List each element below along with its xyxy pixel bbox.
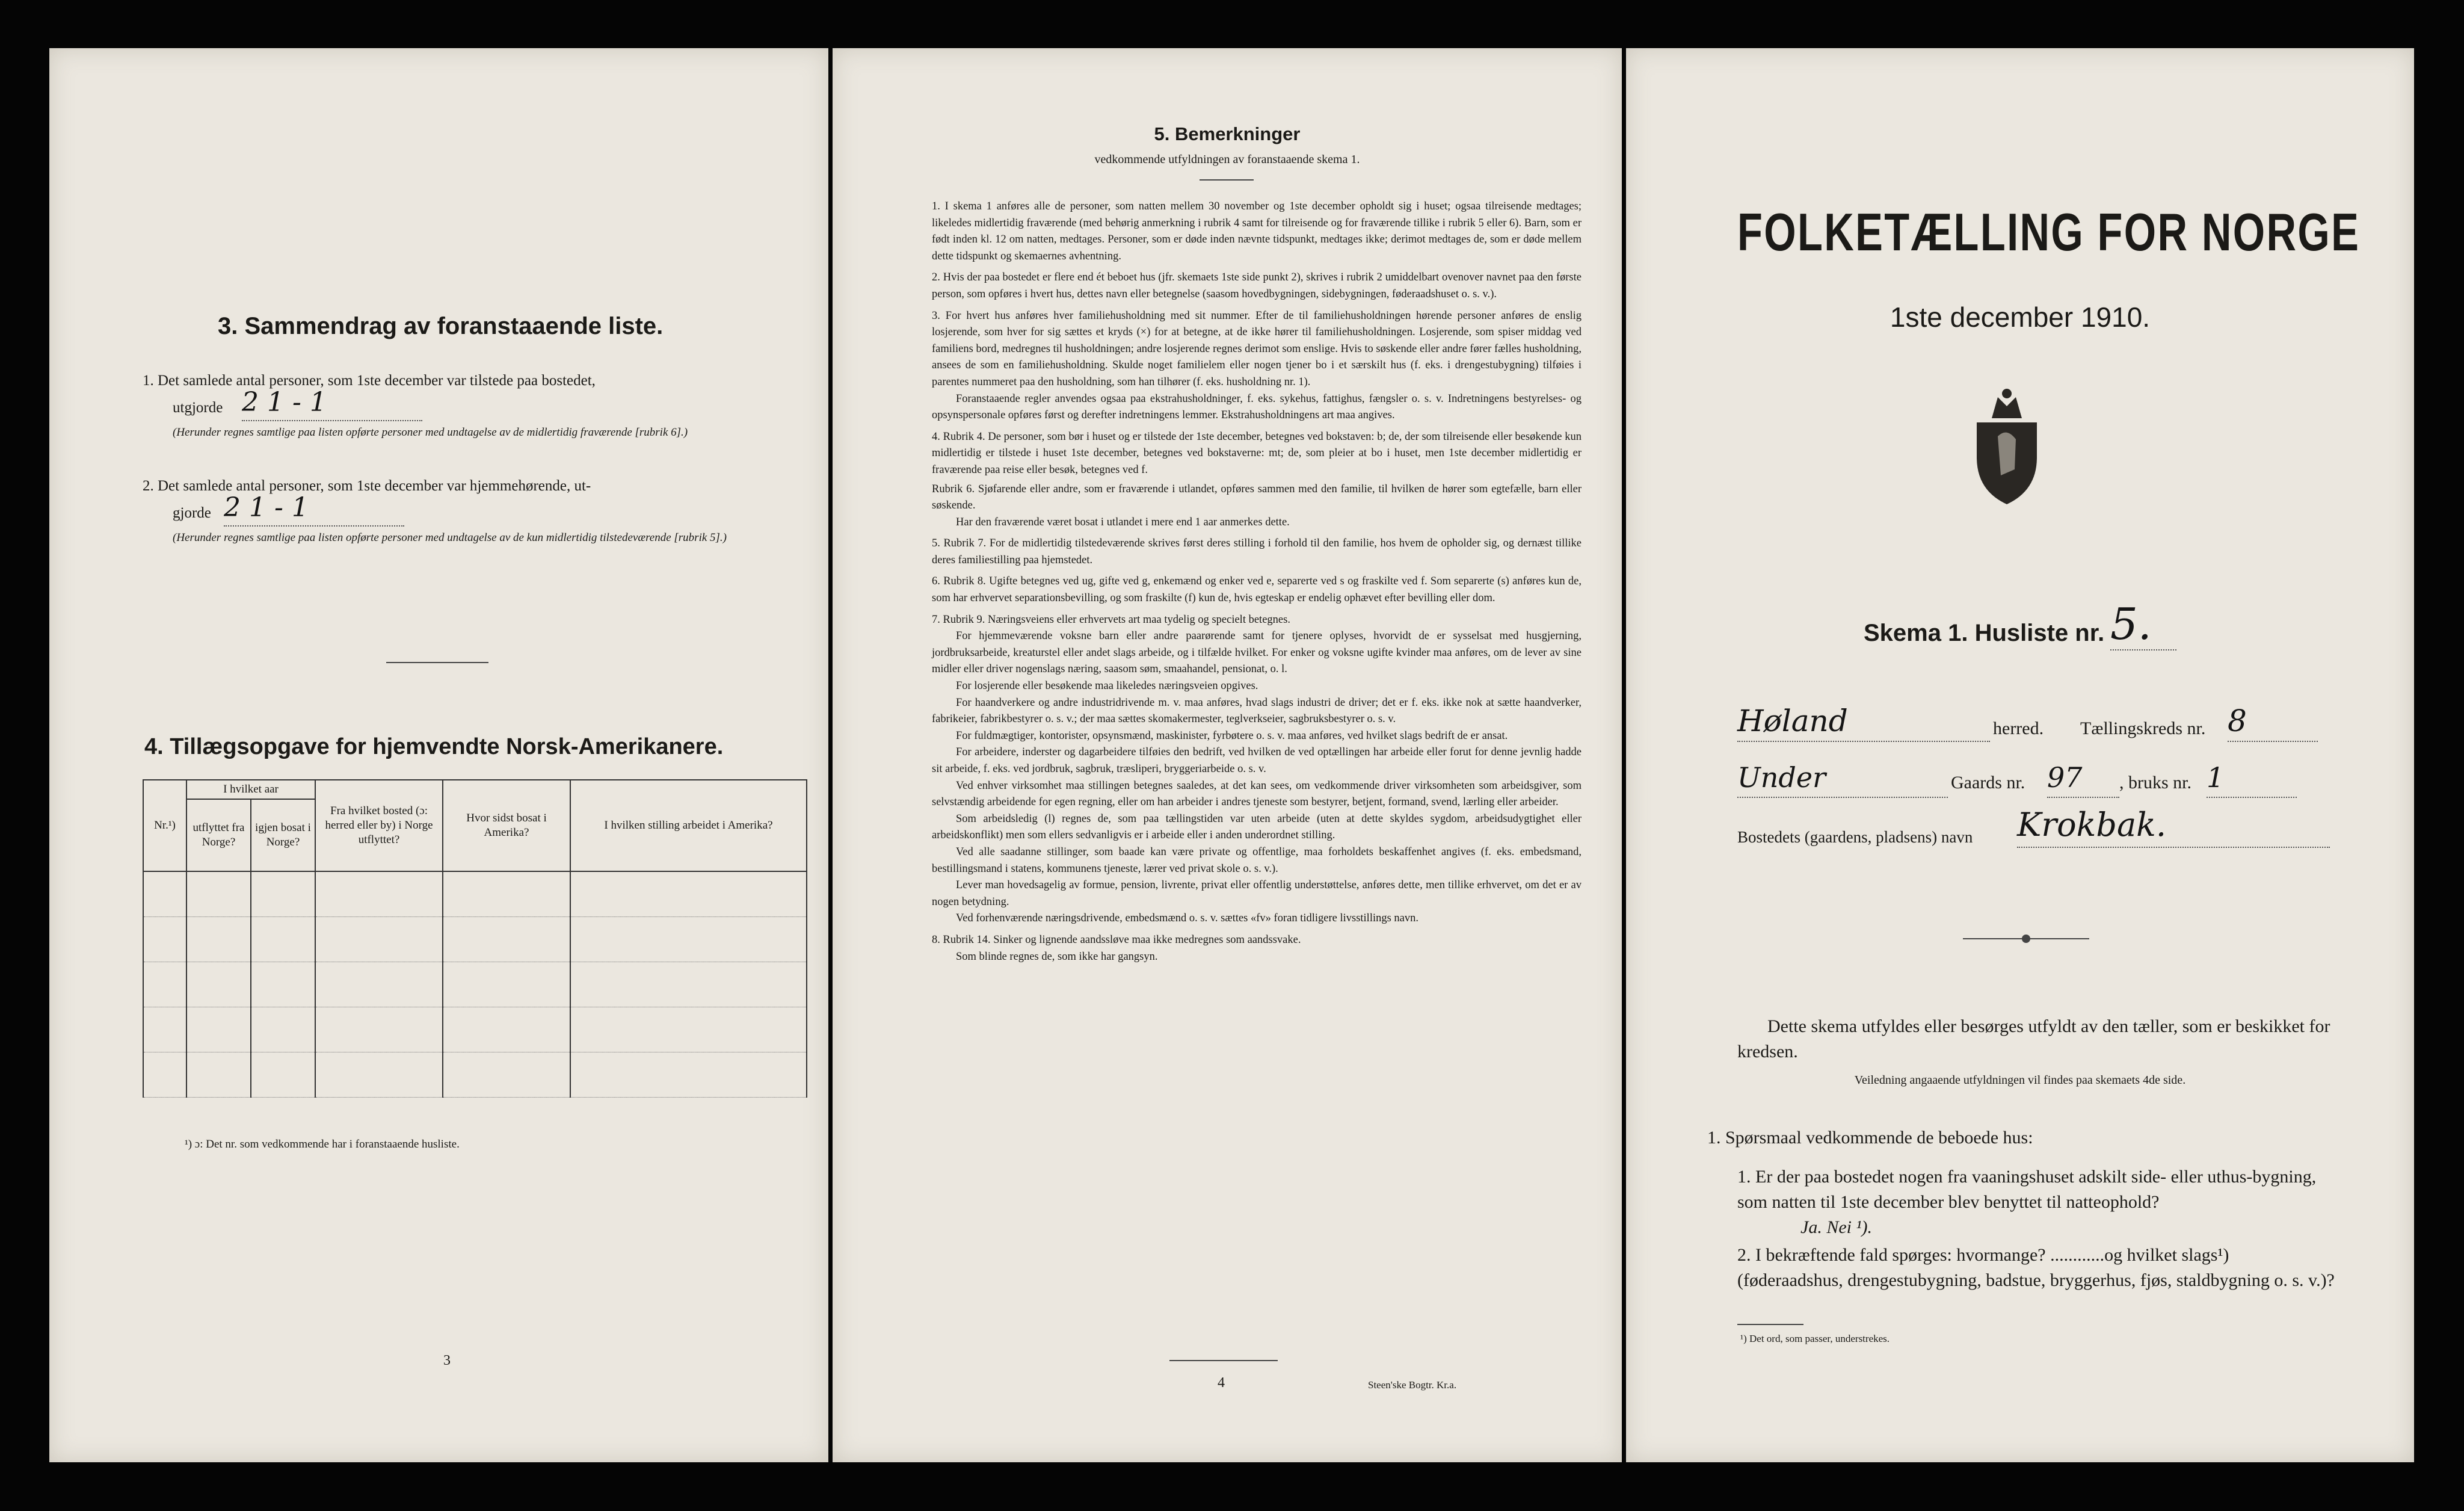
table-row	[143, 1007, 807, 1052]
divider	[386, 662, 488, 663]
herred-label: herred.	[1993, 718, 2044, 738]
gaards-value: 97	[2047, 758, 2119, 798]
col-last-residence: Hvor sidst bosat i Amerika?	[443, 780, 570, 871]
table-footnote: ¹) ɔ: Det nr. som vedkommende har i foranstaaende husliste.	[185, 1138, 460, 1151]
question-1: 1. Er der paa bostedet nogen fra vaaningshuset adskilt side- eller uthus-bygning, som natten til 1ste december blev benyttet til natteophold?	[1737, 1167, 2317, 1212]
page-1-right	[1626, 48, 2414, 1462]
remarks-title: 5. Bemerkninger	[1154, 123, 1301, 144]
bruks-label: , bruks nr.	[2119, 773, 2191, 793]
col-place: Fra hvilket bosted (ɔ: herred eller by) i Norge utflyttet?	[315, 780, 443, 871]
page-number: 4	[1218, 1375, 1225, 1391]
col-year-group: I hvilket aar	[186, 780, 315, 799]
bruks-value: 1	[2207, 758, 2297, 798]
kreds-label: Tællingskreds nr.	[2080, 718, 2206, 738]
item-1-text: 1. Det samlede antal personer, som 1ste december var tilstede paa bostedet,	[143, 372, 596, 389]
instruction-text: Dette skema utfyldes eller besørges utfyldt av den tæller, som er beskikket for kredsen.	[1737, 1016, 2330, 1061]
ornament-divider	[1963, 933, 2089, 945]
divider	[1169, 1360, 1278, 1361]
remark-paragraph: Som blinde regnes de, som ikke har gangsyn.	[956, 950, 1158, 963]
item-2-gjorde: gjorde	[173, 505, 211, 521]
census-title: FOLKETÆLLING FOR NORGE	[1737, 202, 2361, 262]
gaards-label: Gaards nr.	[1951, 773, 2025, 793]
page-number: 3	[443, 1353, 451, 1368]
remark-paragraph: 7. Rubrik 9. Næringsveiens eller erhvervets art maa tydelig og specielt betegnes.	[932, 613, 1290, 626]
table-row	[143, 871, 807, 917]
questions-header: 1. Spørsmaal vedkommende de beboede hus:	[1707, 1128, 2033, 1148]
col-nr: Nr.¹)	[143, 780, 186, 871]
remark-paragraph: For losjerende eller besøkende maa likeledes næringsveien opgives.	[956, 680, 1258, 693]
kreds-value: 8	[2228, 701, 2318, 742]
divider	[1200, 179, 1254, 181]
herred-value: Høland	[1737, 701, 1990, 742]
remarks-body	[932, 199, 1582, 965]
item-2-text: 2. Det samlede antal personer, som 1ste december var hjemmehørende, ut-	[143, 478, 591, 494]
table-row	[143, 1052, 807, 1098]
remark-paragraph: 8. Rubrik 14. Sinker og lignende aandssløve maa ikke medregnes som aandssvake.	[932, 933, 1301, 946]
remark-paragraph: Som arbeidsledig (l) regnes de, som paa tællingstiden var uten arbeide (uten at dette skyldes sygdom, arbeidsudygtighet eller arbeidskonflikt) men som ellers sedvanligvis er i arbeide eller i anden underordnet stilling.	[932, 812, 1582, 842]
bosted-value: Krokbak.	[2017, 803, 2330, 848]
remark-paragraph: Har den fraværende været bosat i utlandet i mere end 1 aar anmerkes dette.	[956, 516, 1290, 528]
remark-paragraph: Ved forhenværende næringsdrivende, embedsmænd o. s. v. sættes «fv» foran tidligere livsstillings navn.	[956, 912, 1419, 925]
remark-paragraph: 5. Rubrik 7. For de midlertidig tilstedeværende skrives først deres stilling i forhold til den familie, hos hvem de opholder sig, og dernæst tillike deres familiestilling paa hjemstedet.	[932, 537, 1582, 566]
col-position: I hvilken stilling arbeidet i Amerika?	[570, 780, 807, 871]
census-date: 1ste december 1910.	[1890, 301, 2151, 333]
remark-paragraph: 6. Rubrik 8. Ugifte betegnes ved ug, gifte ved g, enkemænd og enker ved e, separerte ved s og fraskilte ved f. Som separerte (s) anføres kun de, som har erhvervet separationsbevilling, og som fraskilte (f) kun de, hvis egteskap er endelig ophævet efter bevilling eller dom.	[932, 575, 1582, 605]
bosted-label: Bostedets (gaardens, pladsens) navn	[1737, 828, 1973, 846]
page3-footnote: ¹) Det ord, som passer, understrekes.	[1740, 1333, 1890, 1344]
remark-paragraph: 1. I skema 1 anføres alle de personer, som natten mellem 30 november og 1ste december opholdt sig i huset; ogsaa tilreisende medtages; likeledes midlertidig fraværende (med behørig anmerkning i rubrik 4 samt for tilreisende og for fraværende tillike i rubrik 5 eller 6). Barn, som er født inden kl. 12 om natten, medtages. Personer, som er døde inden nævnte tidspunkt, medtages ikke; derimot medtages de, som er døde mellem dette tidspunkt og skemaernes avhentning.	[932, 200, 1582, 262]
divider	[1737, 1324, 1803, 1325]
item-2-value: 2 1 - 1	[224, 490, 404, 527]
remark-paragraph: 2. Hvis der paa bostedet er flere end ét beboet hus (jfr. skemaets 1ste side punkt 2), skrives i rubrik 2 umiddelbart ovenover navnet paa den første person, som opføres i hvert hus, dettes navn eller betegnelse (saasom hovedbygningen, sidebygningen, føderaadshuset o. s. v.).	[932, 271, 1582, 300]
remark-paragraph: Foranstaaende regler anvendes ogsaa paa ekstrahusholdninger, f. eks. sykehus, fattighus, fængsler o. s. v. Indretningens bestyrelses- og opsynspersonale opføres først og derefter indretningens lemmer. Ekstrahusholdningens art maa angives.	[932, 392, 1582, 422]
question-1-answer: Ja. Nei ¹).	[1800, 1217, 1872, 1237]
remark-paragraph: Lever man hovedsagelig av formue, pension, livrente, privat eller offentlig understøttelse, anføres dette, men tillike erhvervet, om det er av nogen betydning.	[932, 879, 1582, 908]
question-2: 2. I bekræftende fald spørges: hvormange? ............og hvilket slags¹) (føderaadshus, drengestubygning, badstue, bryggerhus, fjøs, staldbygning o. s. v.)?	[1737, 1245, 2335, 1290]
col-returned: igjen bosat i Norge?	[251, 799, 315, 871]
remark-paragraph: 4. Rubrik 4. De personer, som bør i huset og er tilstede der 1ste december, betegnes ved bokstaven: b; de, der som tilreisende eller besøkende kun midlertidig er tilstede i huset 1ste december, betegnes ved bokstaverne: mt; de, som pleier at bo i huset, men 1ste december midlertidig er fraværende paa reise eller besøk, betegnes ved f.	[932, 430, 1582, 476]
remark-paragraph: Ved alle saadanne stillinger, som baade kan være private og offentlige, maa forholdets beskaffenhet angives (f. eks. embedsmand, bestillingsmand i statens, kommunens tjeneste, lærer ved privat skole o. s. v.).	[932, 845, 1582, 875]
skema-label: Skema 1. Husliste nr.	[1864, 620, 2105, 646]
section-4-title: 4. Tillægsopgave for hjemvendte Norsk-Amerikanere.	[144, 734, 724, 759]
page-4-middle	[833, 48, 1622, 1462]
table-row	[143, 962, 807, 1007]
remark-paragraph: Ved enhver virksomhet maa stillingen betegnes saaledes, at det kan sees, om vedkommende driver virksomheten som arbeidsgiver, som selvstændig arbeidende for egen regning, eller om han arbeider i andres tjeneste som bestyrer, betjent, formand, svend, lærling eller arbeider.	[932, 779, 1582, 809]
printer-imprint: Steen'ske Bogtr. Kr.a.	[1368, 1379, 1457, 1391]
husliste-nr-value: 5.	[2110, 599, 2176, 650]
norsk-amerikanere-table	[143, 779, 807, 1098]
remark-paragraph: Rubrik 6. Sjøfarende eller andre, som er fraværende i utlandet, opføres sammen med den familie, til hvilken de hører som egtefælle, barn eller søskende.	[932, 483, 1582, 512]
item-1-utgjorde: utgjorde	[173, 400, 223, 416]
item-2-note: (Herunder regnes samtlige paa listen opførte personer med undtagelse av de kun midlertidig tilstedeværende [rubrik 5].)	[173, 531, 727, 544]
coat-of-arms-icon	[1968, 385, 2046, 505]
item-1-note: (Herunder regnes samtlige paa listen opførte personer med undtagelse av de midlertidig fraværende [rubrik 6].)	[173, 426, 688, 439]
section-3-title: 3. Sammendrag av foranstaaende liste.	[218, 313, 664, 339]
table-row	[143, 917, 807, 962]
remark-paragraph: 3. For hvert hus anføres hver familiehusholdning med sit nummer. Efter de til familiehusholdningen hørende personer anføres de enslig losjerende, som hver for sig sættes et kryds (×) for at betegne, at de ikke hører til familiehusholdningen. Losjerende, som spiser middag ved familiens bord, medregnes til husholdningen; andre losjerende regnes derimot som enslige. Hvis to søskende eller andre fører fælles husholdning, ansees de som en familiehusholdning. Skulde noget familielem eller nogen tjener bo i et særskilt hus (f. eks. i drengestubygning) tilføies i parentes nummeret paa den husholdning, som han tilhører (f. eks. husholdning nr. 1).	[932, 309, 1582, 388]
remark-paragraph: For arbeidere, inderster og dagarbeidere tilføies den bedrift, ved hvilken de ved optællingen har arbeide eller forut for denne jevnlig hadde sit arbeide, f. eks. ved jordbruk, sagbruk, træsliperi, bryggeriarbeide o. s. v.	[932, 746, 1582, 775]
page-3-left	[49, 48, 828, 1462]
item-1-value: 2 1 - 1	[242, 385, 422, 421]
remarks-subtitle: vedkommende utfyldningen av foranstaaende skema 1.	[1094, 153, 1360, 166]
remark-paragraph: For hjemmeværende voksne barn eller andre paarørende samt for tjenere oplyses, hvorvidt de er sysselsat med husgjerning, jordbruksarbeide, kreaturstel eller andet slags arbeide, og i tilfælde hvilket. For enker og voksne ugifte kvinder maa anføres, om de lever av sine midler eller driver nogenslags næring, saasom søm, smaahandel, pensionat, o. l.	[932, 630, 1582, 676]
remark-paragraph: For fuldmægtiger, kontorister, opsynsmænd, maskinister, fyrbøtere o. s. v. maa anføres, ved hvilket slags bedrift de er ansat.	[956, 729, 1508, 742]
col-emigrated: utflyttet fra Norge?	[186, 799, 251, 871]
gaards-prefix-value: Under	[1737, 758, 1948, 798]
guide-text: Veiledning angaaende utfyldningen vil findes paa skemaets 4de side.	[1854, 1074, 2186, 1087]
remark-paragraph: For haandverkere og andre industridrivende m. v. maa anføres, hvad slags industri de driver; det er f. eks. ikke nok at sætte haandverker, fabrikeier, fabrikbestyrer o. s. v.; der maa sættes skomakermester, teglverkseier, sagbruksbestyrer o. s. v.	[932, 696, 1582, 726]
